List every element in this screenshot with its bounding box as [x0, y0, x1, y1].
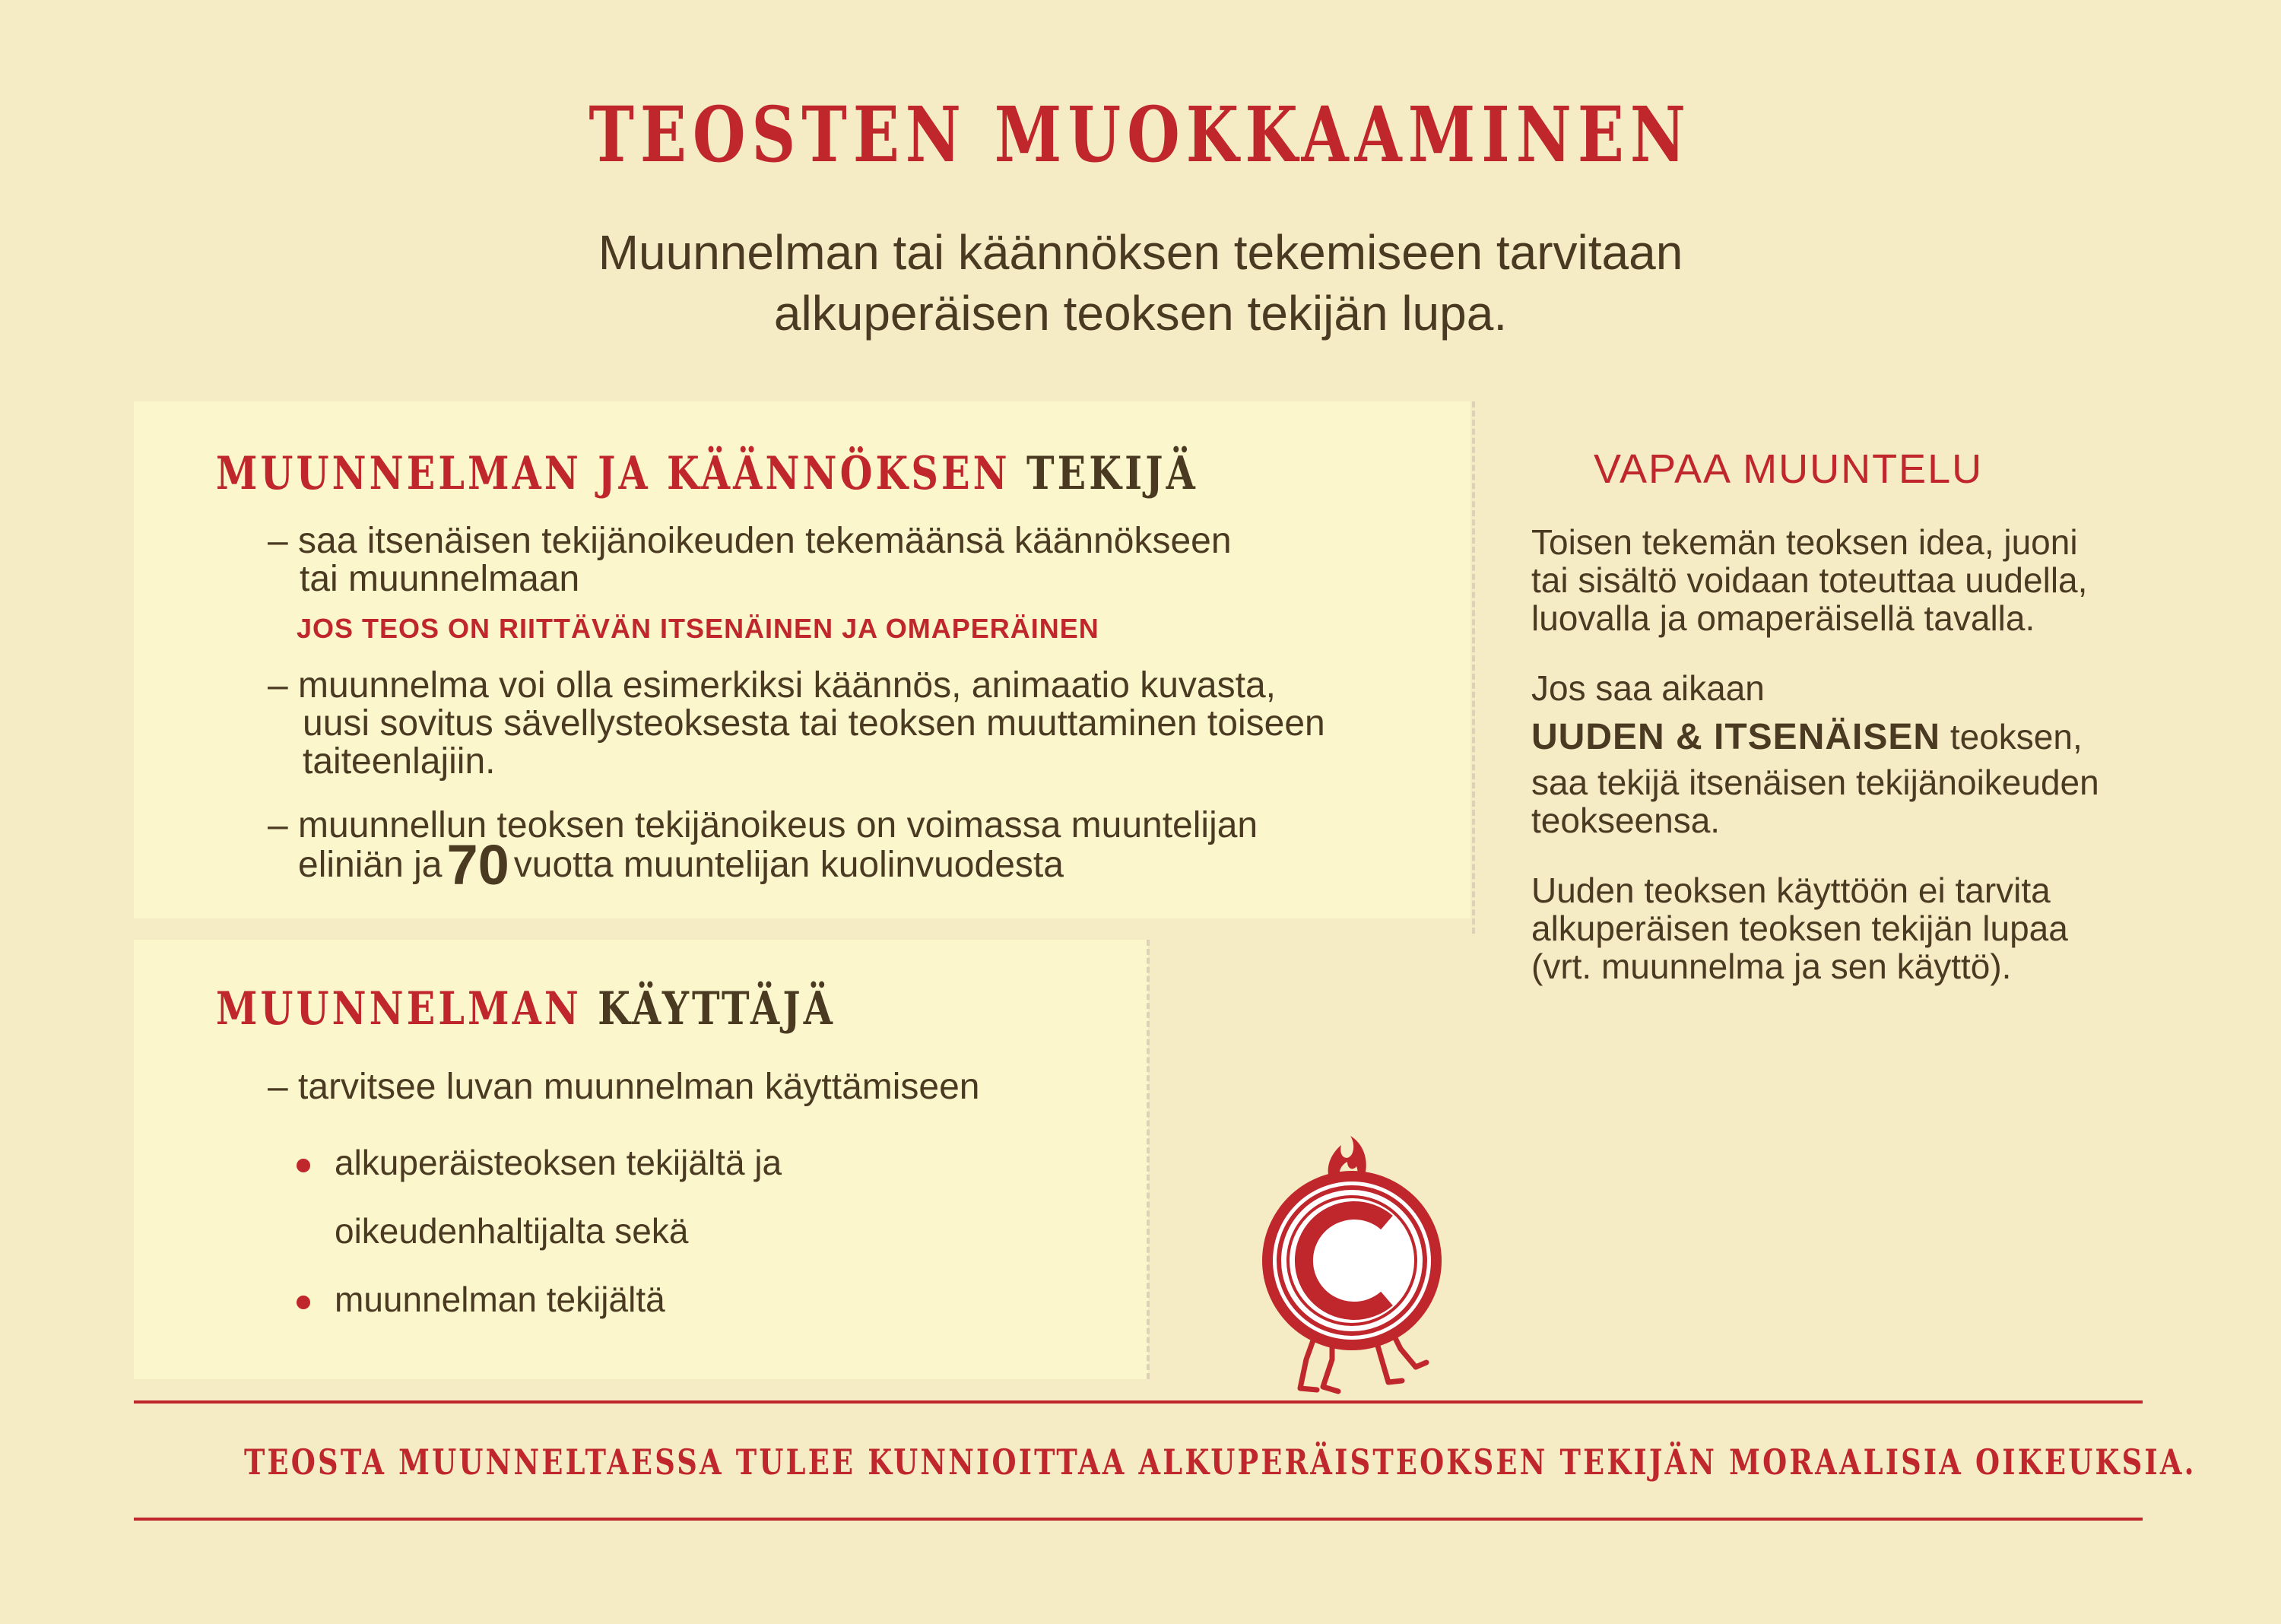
side-p2-bold: UUDEN & ITSENÄISEN [1531, 717, 1941, 757]
side-p2-post: teoksen, [1949, 717, 2083, 756]
creator-item-1-line-1: – saa itsenäisen tekijänoikeuden tekemäänsä käännökseen [268, 521, 1232, 561]
bullet-dot [297, 1159, 310, 1172]
user-heading [216, 982, 836, 1036]
user-item-1: – tarvitsee luvan muunnelman käyttämiseen [268, 1067, 980, 1107]
side-p2-line-2 [1531, 718, 2083, 756]
user-bullet-2: muunnelman tekijältä [335, 1280, 665, 1319]
creator-item-2-line-2: uusi sovitus sävellysteoksesta tai teoksen muuttaminen toiseen [303, 703, 1325, 744]
side-p1-line-2: tai sisältö voidaan toteuttaa uudella, [1531, 560, 2088, 600]
divider-dashed [1147, 940, 1150, 1379]
side-p1-line-1: Toisen tekemän teoksen idea, juoni [1531, 522, 2078, 562]
side-p2-line-4: teokseensa. [1531, 801, 1721, 840]
copyright-mascot-icon [1247, 1131, 1460, 1405]
subtitle-line-2: alkuperäisen teoksen tekijän lupa. [773, 286, 1508, 341]
user-heading-red: MUUNNELMAN [216, 982, 582, 1036]
creator-item-3-line-2 [298, 833, 1064, 896]
side-p2-line-1: Jos saa aikaan [1531, 668, 1765, 708]
creator-item-1-note: JOS TEOS ON RIITTÄVÄN ITSENÄINEN JA OMAPERÄINEN [297, 613, 1099, 644]
page-title: TEOSTEN MUOKKAAMINEN [588, 90, 1693, 179]
page-subtitle [0, 222, 2281, 344]
subtitle-line-1: Muunnelman tai käännöksen tekemiseen tarvitaan [598, 225, 1683, 280]
creator-item-1-line-2: tai muunnelmaan [300, 559, 580, 599]
creator-heading-red: MUUNNELMAN JA KÄÄNNÖKSEN [216, 447, 1010, 500]
creator-item-3-pre: eliniän ja [298, 845, 443, 885]
creator-heading [216, 447, 1198, 500]
creator-item-3-post: vuotta muuntelijan kuolinvuodesta [513, 845, 1064, 885]
side-p2-line-3: saa tekijä itsenäisen tekijänoikeuden [1531, 763, 2099, 802]
creator-item-2-line-1: – muunnelma voi olla esimerkiksi käännös, animaatio kuvasta, [268, 665, 1276, 706]
footer-rule-bottom [134, 1518, 2143, 1521]
user-bullet-1-line-2: oikeudenhaltijalta sekä [335, 1211, 689, 1251]
footer-rule-top [134, 1400, 2143, 1404]
user-bullet-1-line-1: alkuperäisteoksen tekijältä ja [335, 1143, 782, 1182]
user-heading-brown: KÄYTTÄJÄ [598, 982, 836, 1036]
side-p3-line-3: (vrt. muunnelma ja sen käyttö). [1531, 947, 2012, 986]
years-number: 70 [446, 833, 509, 896]
side-heading: VAPAA MUUNTELU [1594, 446, 1984, 492]
side-p3-line-1: Uuden teoksen käyttöön ei tarvita [1531, 871, 2051, 910]
creator-item-2-line-3: taiteenlajiin. [303, 741, 496, 782]
divider-dashed [1472, 401, 1475, 934]
creator-heading-brown: TEKIJÄ [1026, 447, 1198, 500]
footer-statement: TEOSTA MUUNNELTAESSA TULEE KUNNIOITTAA ALKUPERÄISTEOKSEN TEKIJÄN MORAALISIA OIKEUKSIA. [243, 1442, 2197, 1483]
creator-item-3-line-1: – muunnellun teoksen tekijänoikeus on voimassa muuntelijan [268, 805, 1258, 845]
side-p1-line-3: luovalla ja omaperäisellä tavalla. [1531, 598, 2035, 638]
side-p3-line-2: alkuperäisen teoksen tekijän lupaa [1531, 909, 2068, 948]
bullet-dot [297, 1296, 310, 1309]
